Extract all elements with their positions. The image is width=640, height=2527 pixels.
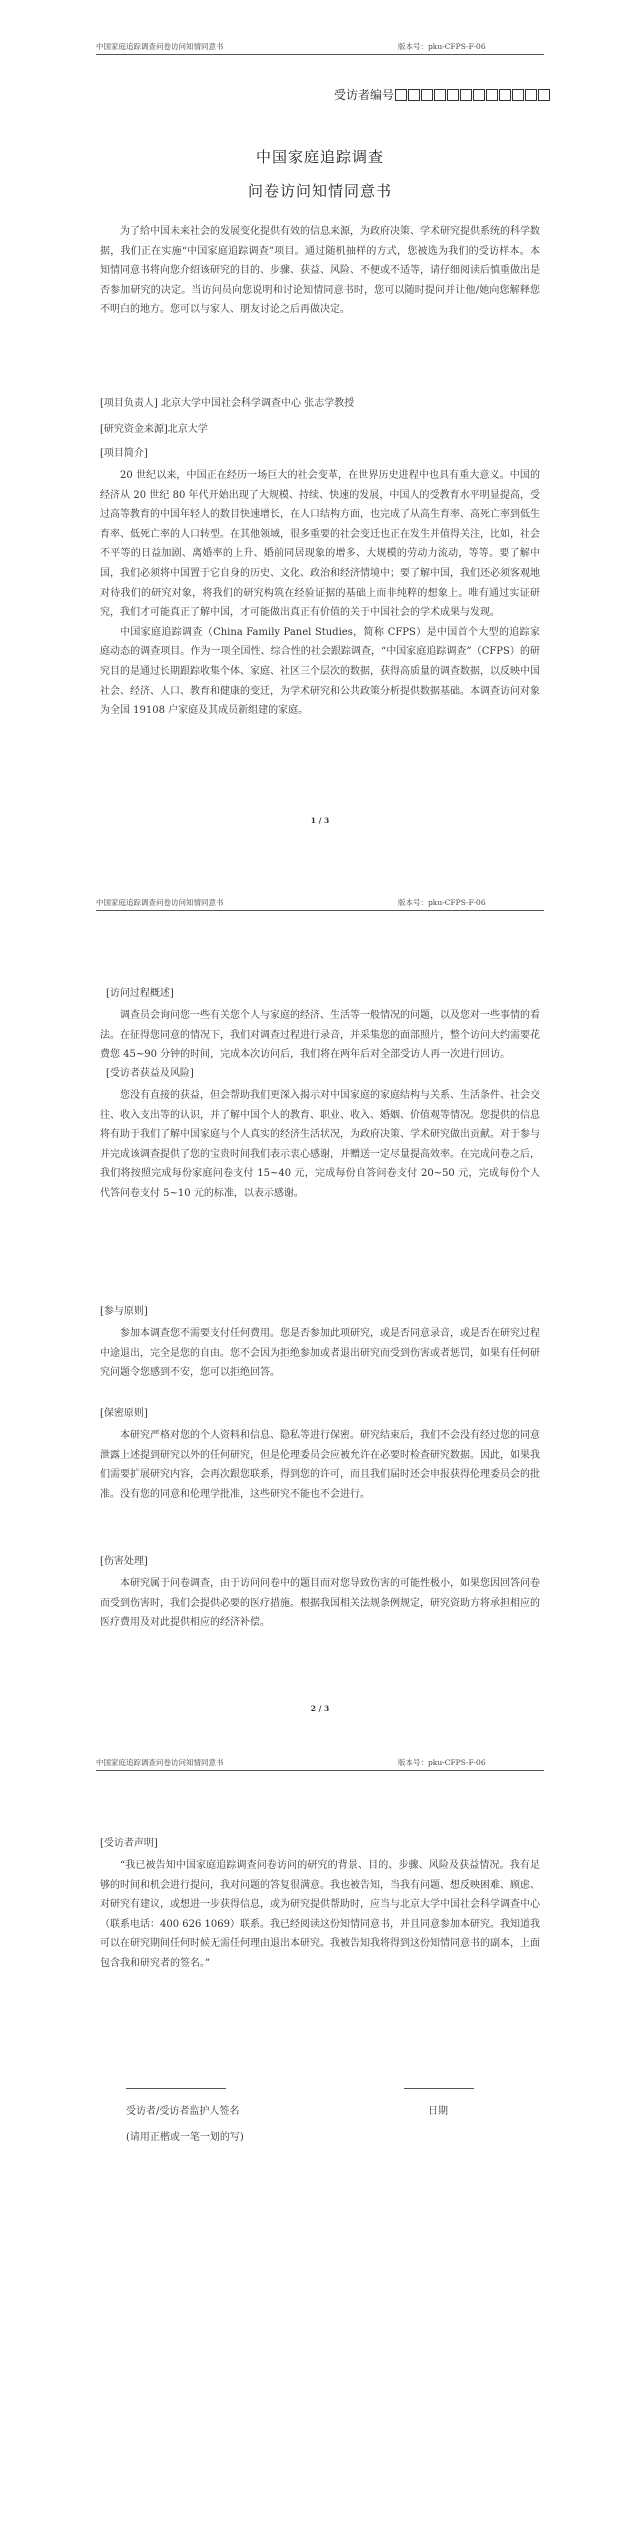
injury-text: 本研究属于问卷调查，由于访问问卷中的题目而对您导致伤害的可能性极小，如果您因回答问卷而受到伤害时，我们会提供必要的医疗措施。根据我国相关法规条例规定，研究资助方将承担相应的医疗费用及对此提供相应的经济补偿。	[100, 1578, 540, 1629]
confidential-label: [保密原则]	[100, 1408, 148, 1419]
injury-label: [伤害处理]	[100, 1556, 148, 1567]
page-number: 1 / 3	[310, 816, 330, 825]
id-digit-box[interactable]	[408, 89, 420, 101]
process-label: [访问过程概述]	[106, 988, 174, 999]
header-version: 版本号：pku-CFPS-F-06	[398, 1758, 486, 1767]
statement-text: “我已被告知中国家庭追踪调查问卷访问的研究的背景、目的、步骤、风险及获益情况。我有足够的时间和机会进行提问，我对问题的答复很满意。我也被告知，当我有问题、想反映困难、顾虑、对研究有建议，或想进一步获得信息，或为研究提供帮助时，应当与北京大学中国社会科学调查中心（联系电话：400 626 1069）联系。我已经阅读这份知情同意书，并且同意参加本研究。我知道我可以在研究期间任何时候无需任何理由退出本研究。我被告知我将得到这份知情同意书的副本，上面包含我和研究者的签名。”	[100, 1860, 540, 1969]
benefit-text: 您没有直接的获益，但会帮助我们更深入揭示对中国家庭的家庭结构与关系、生活条件、社会交往、收入支出等的认识，并了解中国个人的教育、职业、收入、婚姻、价值观等情况。您提供的信息将有助于我们了解中国家庭与个人真实的经济生活状况，为政府决策、学术研究做出贡献。对于参与并完成该调查提供了您的宝贵时间我们表示衷心感谢，并赠送一定尽量提高效率。在完成问卷之后，我们将按照完成每份家庭问卷支付 15~40 元，完成每份自答问卷支付 20~50 元，完成每份个人代答问卷支付 5~10 元的标准，以表示感谢。	[100, 1090, 540, 1199]
principle-text: 参加本调查您不需要支付任何费用。您是否参加此项研究，或是否同意录音，或是否在研究过程中途退出，完全是您的自由。您不会因为拒绝参加或者退出研究而受到伤害或者惩罚，如果有任何研究问题令您感到不安，您可以拒绝回答。	[100, 1328, 540, 1379]
statement-label: [受访者声明]	[100, 1838, 158, 1849]
id-digit-box[interactable]	[421, 89, 433, 101]
respondent-id-label: 受访者编号	[334, 88, 395, 102]
page-header	[96, 1758, 544, 1771]
page-header	[96, 42, 544, 55]
date-line[interactable]	[404, 2088, 474, 2089]
header-version: 版本号：pku-CFPS-F-06	[398, 42, 486, 51]
signature-line[interactable]	[126, 2088, 226, 2089]
id-digit-box[interactable]	[460, 89, 472, 101]
confidential-text: 本研究严格对您的个人资料和信息、隐私等进行保密。研究结束后，我们不会没有经过您的同意泄露上述提到研究以外的任何研究，但是伦理委员会应被允许在必要时检查研究数据。因此，如果我们需要扩展研究内容，会再次跟您联系，得到您的许可，而且我们届时还会申报获得伦理委员会的批准。没有您的同意和伦理学批准，这些研究不能也不会进行。	[100, 1430, 540, 1500]
respondent-id-boxes[interactable]	[395, 89, 551, 104]
process-text: 调查员会询问您一些有关您个人与家庭的经济、生活等一般情况的问题，以及您对一些事情的看法。在征得您同意的情况下，我们对调查过程进行录音，并采集您的面部照片，整个访问大约需要花费您 45~90 分钟的时间，完成本次访问后，我们将在两年后对全部受访人再一次进行回访。	[100, 1010, 540, 1061]
signature-note: (请用正楷或一笔一划的写)	[126, 2132, 244, 2143]
funding-source: [研究资金来源]北京大学	[100, 424, 208, 435]
project-intro-label: [项目简介]	[100, 448, 148, 459]
id-digit-box[interactable]	[525, 89, 537, 101]
id-digit-box[interactable]	[447, 89, 459, 101]
date-label: 日期	[428, 2106, 448, 2117]
header-title: 中国家庭追踪调查问卷访问知情同意书	[96, 898, 224, 907]
id-digit-box[interactable]	[434, 89, 446, 101]
project-leader: [项目负责人] 北京大学中国社会科学调查中心 张志学教授	[100, 398, 355, 409]
project-intro-text: 20 世纪以来，中国正在经历一场巨大的社会变革，在世界历史进程中也具有重大意义。中国的经济从 20 世纪 80 年代开始出现了大规模、持续、快速的发展，中国人的受教育水平明显提高，受过高等教育的中国年轻人的数目快速增长，在人口结构方面，也完成了从高生育率、高死亡率到低生育率、低死亡率的人口转型。在其他领域，很多重要的社会变迁也正在发生并值得关注，比如，社会不平等的日益加剧、离婚率的上升、婚前同居现象的增多、大规模的劳动力流动，等等。要了解中国，我们必须将中国置于它自身的历史、文化、政治和经济情境中；要了解中国，我们还必须客观地对待我们的研究对象，将我们的研究构筑在经验证据的基础上而非纯粹的想象上。唯有通过实证研究，我们才可能真正了解中国，才可能做出真正有价值的关于中国社会的学术成果与发现。 中国家庭追踪调查（China Family Panel Studies，简称 CFPS）是中国首个大型的追踪家庭动态的调查项目。作为一项全国性、综合性的社会跟踪调查，“中国家庭追踪调查”（CFPS）的研究目的是通过长期跟踪收集个体、家庭、社区三个层次的数据，获得高质量的调查数据，以反映中国社会、经济、人口、教育和健康的变迁，为学术研究和公共政策分析提供数据基础。本调查访问对象为全国 19108 户家庭及其成员新组建的家庭。	[100, 470, 540, 717]
header-version: 版本号：pku-CFPS-F-06	[398, 898, 486, 907]
id-digit-box[interactable]	[499, 89, 511, 101]
id-digit-box[interactable]	[486, 89, 498, 101]
id-digit-box[interactable]	[512, 89, 524, 101]
benefit-label: [受访者获益及风险]	[106, 1068, 194, 1079]
principle-label: [参与原则]	[100, 1306, 148, 1317]
header-title: 中国家庭追踪调查问卷访问知情同意书	[96, 1758, 224, 1767]
respondent-id	[334, 86, 551, 104]
page-1	[0, 0, 640, 845]
signature-label: 受访者/受访者监护人签名	[126, 2106, 240, 2117]
id-digit-box[interactable]	[538, 89, 550, 101]
header-title: 中国家庭追踪调查问卷访问知情同意书	[96, 42, 224, 51]
page-header	[96, 898, 544, 911]
intro-paragraph: 为了给中国未来社会的发展变化提供有效的信息来源，为政府决策、学术研究提供系统的科学数据，我们正在实施“中国家庭追踪调查”项目。通过随机抽样的方式，您被选为我们的受访样本。本知情同意书将向您介绍该研究的目的、步骤、获益、风险、不便或不适等，请仔细阅读后慎重做出是否参加研究的决定。当访问员向您说明和讨论知情同意书时，您可以随时提问并让他/她向您解释您不明白的地方。您可以与家人、朋友讨论之后再做决定。	[100, 226, 540, 316]
id-digit-box[interactable]	[473, 89, 485, 101]
doc-title-sub: 问卷访问知情同意书	[247, 182, 392, 200]
doc-title-main: 中国家庭追踪调查	[255, 148, 384, 166]
page-number: 2 / 3	[310, 1704, 330, 1713]
id-digit-box[interactable]	[395, 89, 407, 101]
